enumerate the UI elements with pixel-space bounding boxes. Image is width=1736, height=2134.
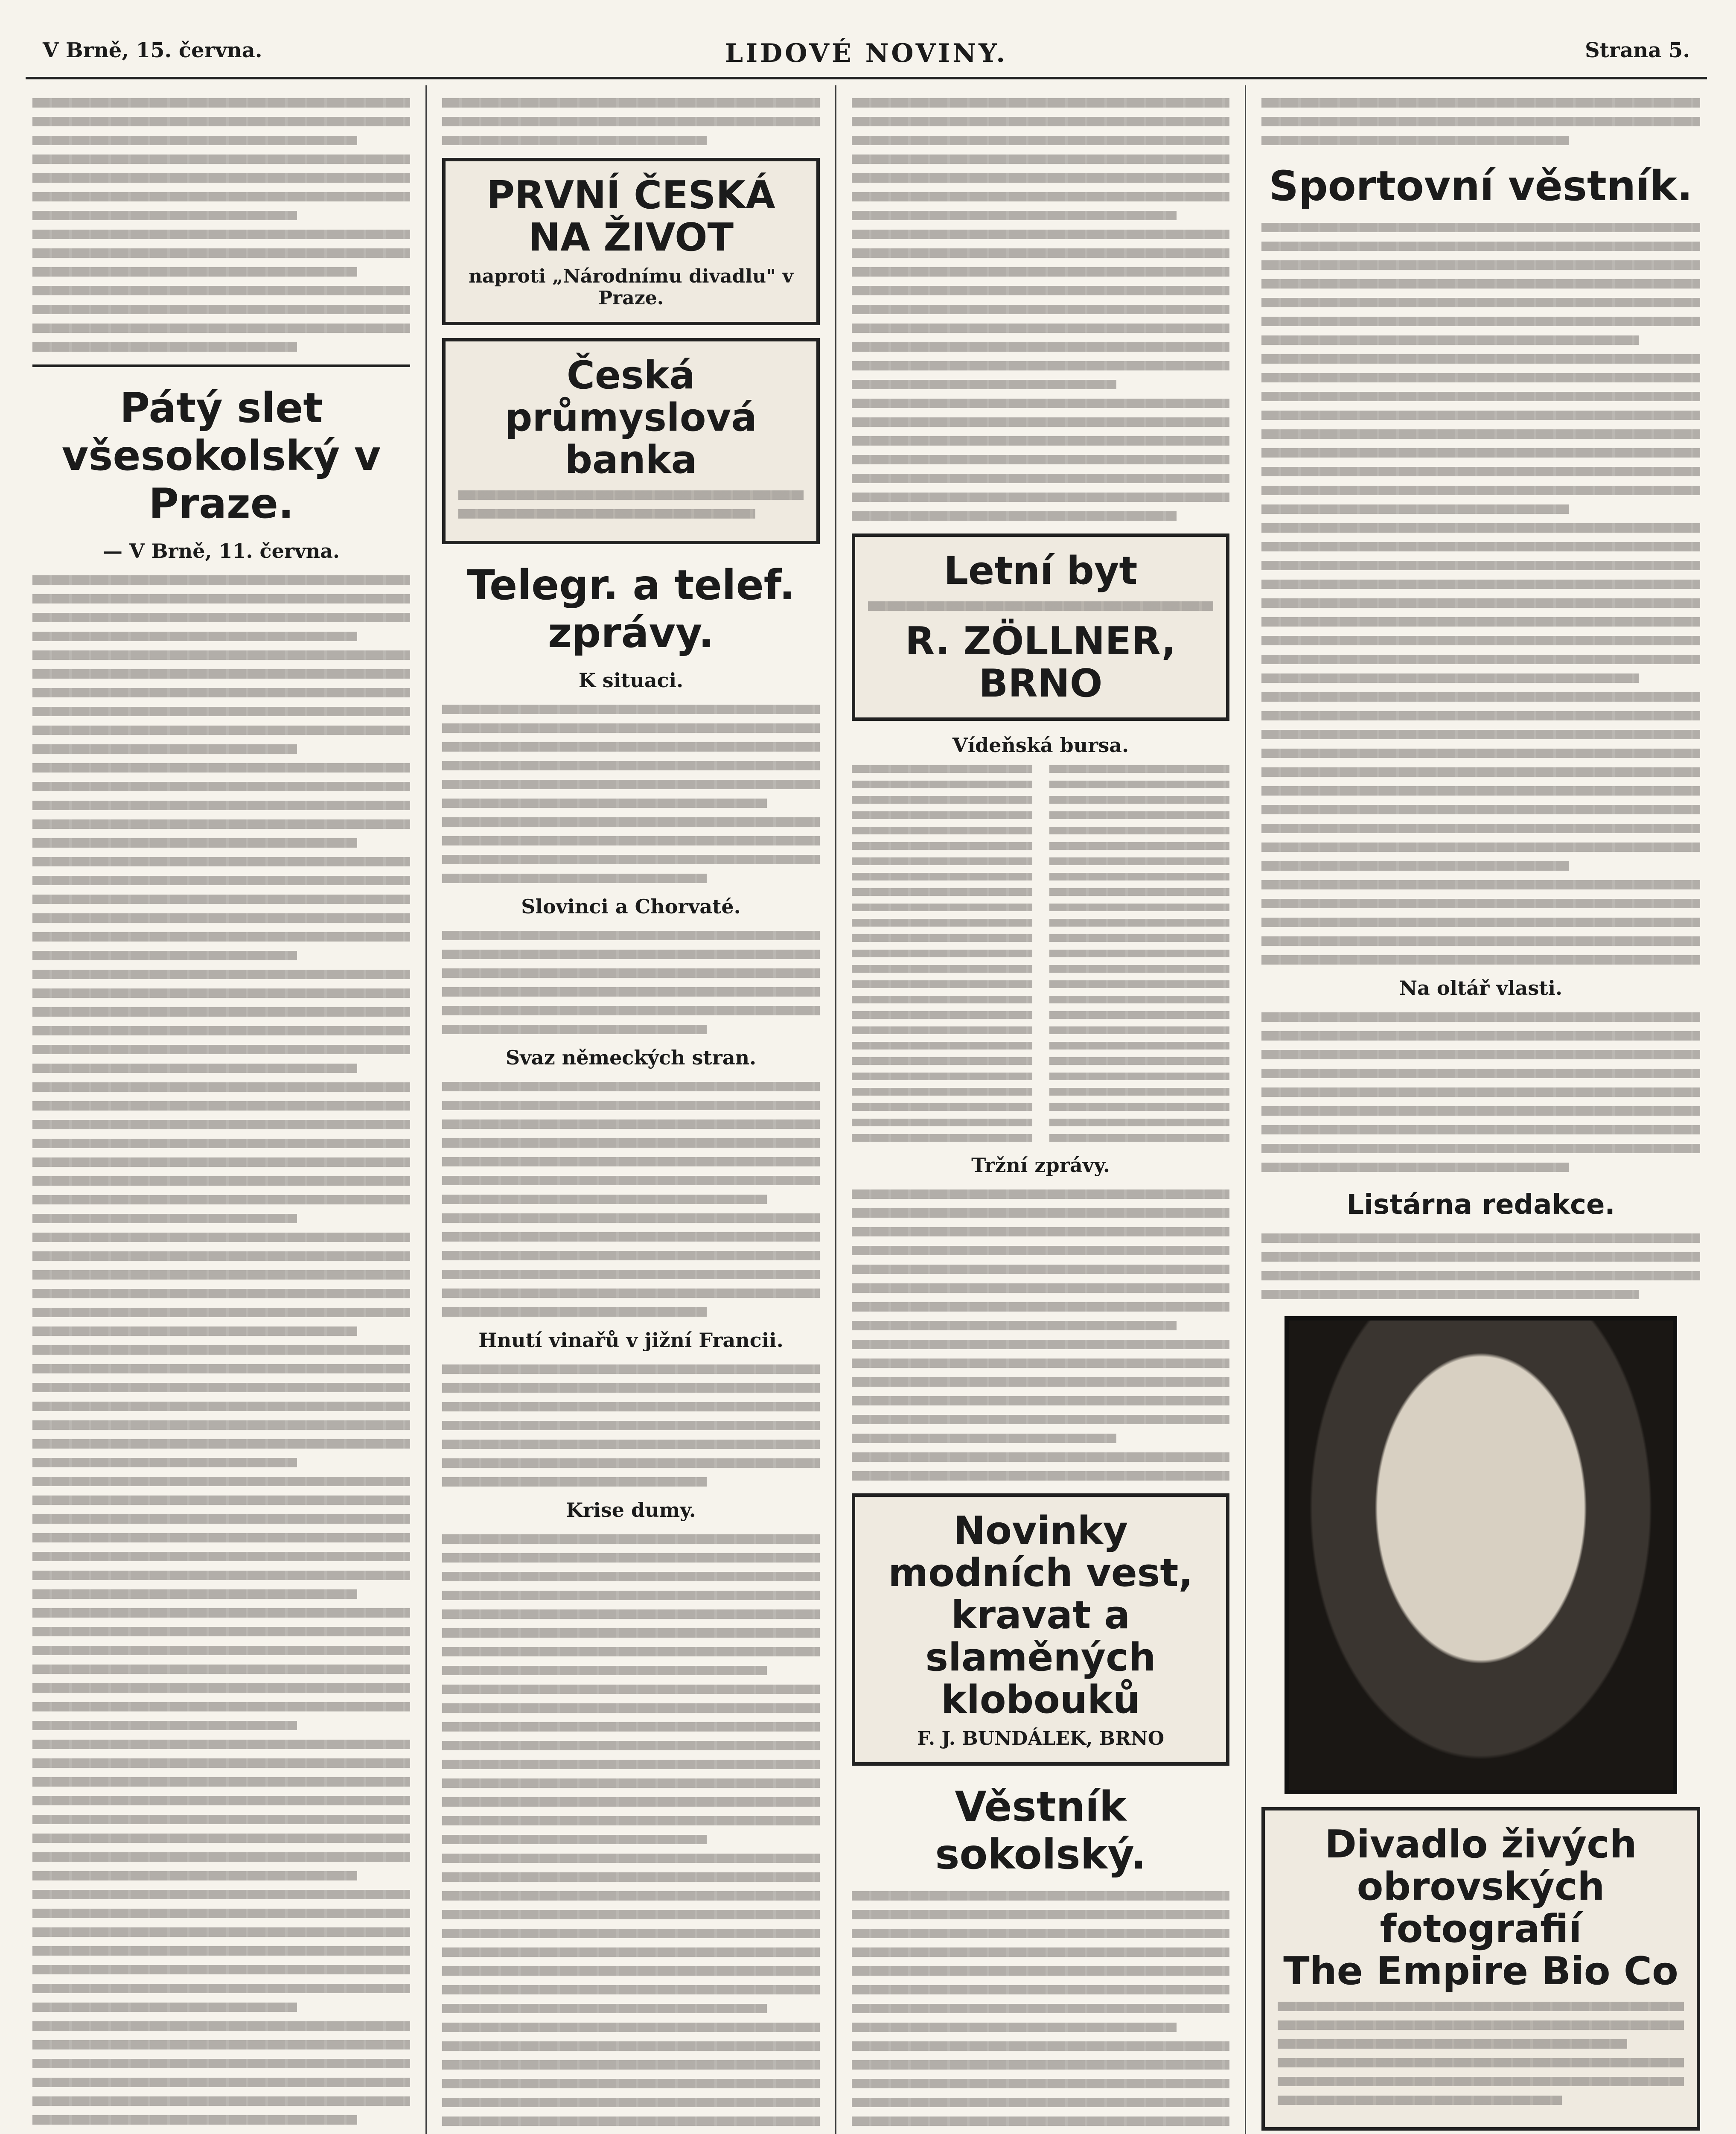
column-2: [427, 85, 836, 2134]
ad-company: F. J. BUNDÁLEK, BRNO: [917, 1728, 1165, 1749]
article-heading: Slovinci a Chorvaté.: [521, 895, 741, 918]
article-body: [442, 931, 820, 1034]
bourse-table: [852, 765, 1229, 1142]
article-body: [442, 98, 820, 145]
ad-company: The Empire Bio Co: [1283, 1949, 1678, 1994]
section-heading-letters: Listárna redakce.: [1346, 1189, 1615, 1221]
ad-title: Divadlo živých obrovských fotografií: [1325, 1822, 1637, 1951]
article-body: [442, 1534, 820, 2134]
advertisement-insurance: [442, 158, 820, 325]
advertisement-vests: [852, 1493, 1229, 1766]
advertisement-cinema: [1261, 1807, 1700, 2131]
column-3: [836, 85, 1246, 2134]
ad-title: PRVNÍ ČESKÁ NA ŽIVOT: [486, 173, 775, 260]
ad-subtitle: naproti „Národnímu divadlu" v Praze.: [469, 265, 793, 309]
article-dateline: — V Brně, 11. června.: [102, 539, 340, 563]
ad-title: Novinky modních vest, kravat a slaměných klobouků: [888, 1508, 1193, 1722]
section-heading-bourse: Vídeňská bursa.: [952, 734, 1129, 757]
article-heading: Svaz německých stran.: [505, 1046, 757, 1069]
ad-company: R. ZÖLLNER, BRNO: [905, 619, 1176, 706]
article-body: [1261, 1233, 1700, 1299]
section-heading-telegrams: Telegr. a telef. zprávy.: [467, 561, 795, 657]
header-date: V Brně, 15. června.: [43, 38, 262, 62]
article-body: [32, 575, 410, 2134]
article-body: [852, 1891, 1229, 2134]
page-number: Strana 5.: [1585, 38, 1690, 62]
article-body: [32, 98, 410, 352]
article-heading: Krise dumy.: [566, 1498, 696, 1522]
column-4: [1246, 85, 1716, 2134]
article-body: [1261, 98, 1700, 145]
advertisement-bank: [442, 338, 820, 544]
ad-title: Česká průmyslová banka: [505, 353, 757, 482]
section-heading-sport: Sportovní věstník.: [1269, 162, 1693, 210]
section-heading-market: Tržní zprávy.: [971, 1154, 1110, 1177]
article-body: [442, 705, 820, 883]
article-heading: Na oltář vlasti.: [1399, 977, 1562, 1000]
article-heading: K situaci.: [578, 669, 684, 692]
article-body: [442, 1364, 820, 1487]
article-heading-slet: Pátý slet všesokolský v Praze.: [61, 384, 381, 528]
newspaper-title: LIDOVÉ NOVINY.: [725, 38, 1008, 68]
article-body: [1261, 1012, 1700, 1172]
section-heading-sokol: Věstník sokolský.: [935, 1783, 1146, 1878]
ad-title: Letní byt: [944, 548, 1138, 593]
article-body: [852, 1189, 1229, 1481]
article-body: [442, 1082, 820, 1317]
column-1: [17, 85, 427, 2134]
article-body: [1261, 223, 1700, 965]
portrait-illustration: [1285, 1316, 1677, 1794]
article-heading: Hnutí vinařů v jižní Francii.: [478, 1329, 784, 1352]
advertisement-summer-flat: [852, 534, 1229, 721]
article-body: [852, 98, 1229, 521]
page-header: [26, 26, 1707, 79]
